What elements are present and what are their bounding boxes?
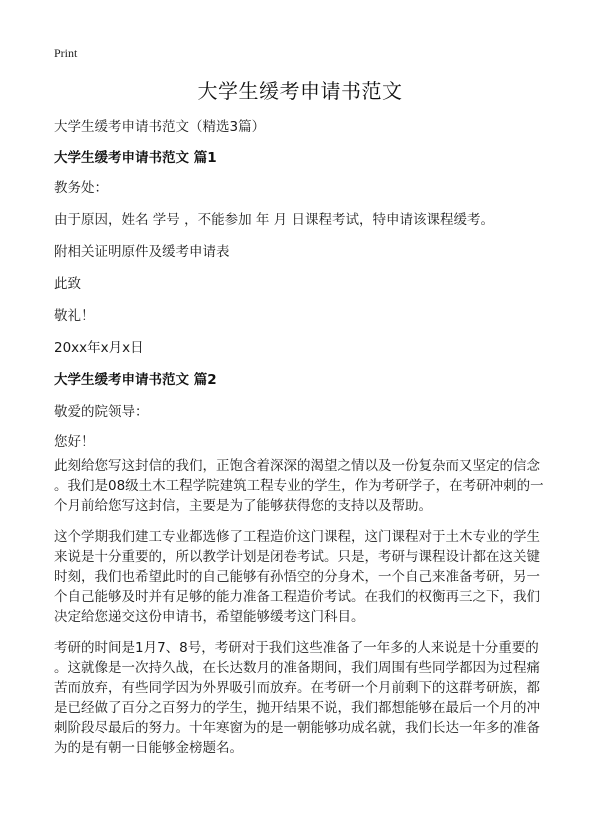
- page-title: 大学生缓考申请书范文: [197, 79, 403, 103]
- paragraph-line: 。我们是08级土木工程学院建筑工程专业的学生，作为考研学子，在考研冲刺的一: [54, 478, 544, 494]
- paragraph-line: 来说是十分重要的，所以教学计划是闭卷考试。只是，考研与课程设计都在这关键: [54, 549, 540, 565]
- paragraph-line: 苦而放弃，有些同学因为外界吸引而放弃。在考研一个月前剩下的这群考研族，都: [54, 680, 540, 696]
- section-heading-1: 大学生缓考申请书范文 篇1: [54, 150, 217, 166]
- paragraph-line: 。这就像是一次持久战，在长达数月的准备期间，我们周围有些同学都因为过程痛: [54, 660, 540, 676]
- paragraph-line: 个月前给您写这封信，主要是为了能够获得您的支持以及帮助。: [54, 498, 432, 514]
- section-heading-2: 大学生缓考申请书范文 篇2: [54, 372, 217, 388]
- closing-line: 此致: [54, 276, 81, 292]
- body-paragraph-3: [54, 638, 554, 758]
- body-paragraph-2: [54, 527, 554, 627]
- paragraph-line: 刺阶段尽最后的努力。十年寒窗为的是一朝能够功成名就，我们长达一年多的准备: [54, 720, 540, 736]
- document-subtitle: 大学生缓考申请书范文（精选3篇）: [54, 119, 266, 135]
- paragraph-line: 考研的时间是1月7、8号，考研对于我们这些准备了一年多的人来说是十分重要的: [54, 640, 539, 656]
- paragraph-line: 为的是有朝一日能够金榜题名。: [54, 740, 243, 756]
- paragraph-line: 时刻，我们也希望此时的自己能够有孙悟空的分身术，一个自己来准备考研，另一: [54, 569, 540, 585]
- salutation-line: 教务处：: [54, 180, 108, 196]
- closing-regards-line: 敬礼！: [54, 308, 95, 324]
- paragraph-line: 是已经做了百分之百努力的学生，抛开结果不说，我们都想能够在最后一个月的冲: [54, 700, 540, 716]
- salutation-line: 敬爱的院领导：: [54, 404, 149, 420]
- paragraph-line: 此刻给您写这封信的我们，正饱含着深深的渴望之情以及一份复杂而又坚定的信念: [54, 458, 540, 474]
- body-paragraph-1: [54, 456, 554, 516]
- paragraph-line: 决定给您递交这份申请书，希望能够缓考这门科目。: [54, 609, 365, 625]
- print-link[interactable]: Print: [54, 46, 78, 60]
- greeting-line: 您好！: [54, 434, 95, 450]
- attachment-line: 附相关证明原件及缓考申请表: [54, 244, 230, 260]
- date-line: 20xx年x月x日: [54, 340, 144, 356]
- paragraph-line: 这个学期我们建工专业都选修了工程造价这门课程，这门课程对于土木专业的学生: [54, 529, 540, 545]
- body-line: 由于原因，姓名 学号 ，不能参加 年 月 日课程考试，特申请该课程缓考。: [54, 212, 494, 228]
- paragraph-line: 个自己能够及时并有足够的能力准备工程造价考试。在我们的权衡再三之下，我们: [54, 589, 540, 605]
